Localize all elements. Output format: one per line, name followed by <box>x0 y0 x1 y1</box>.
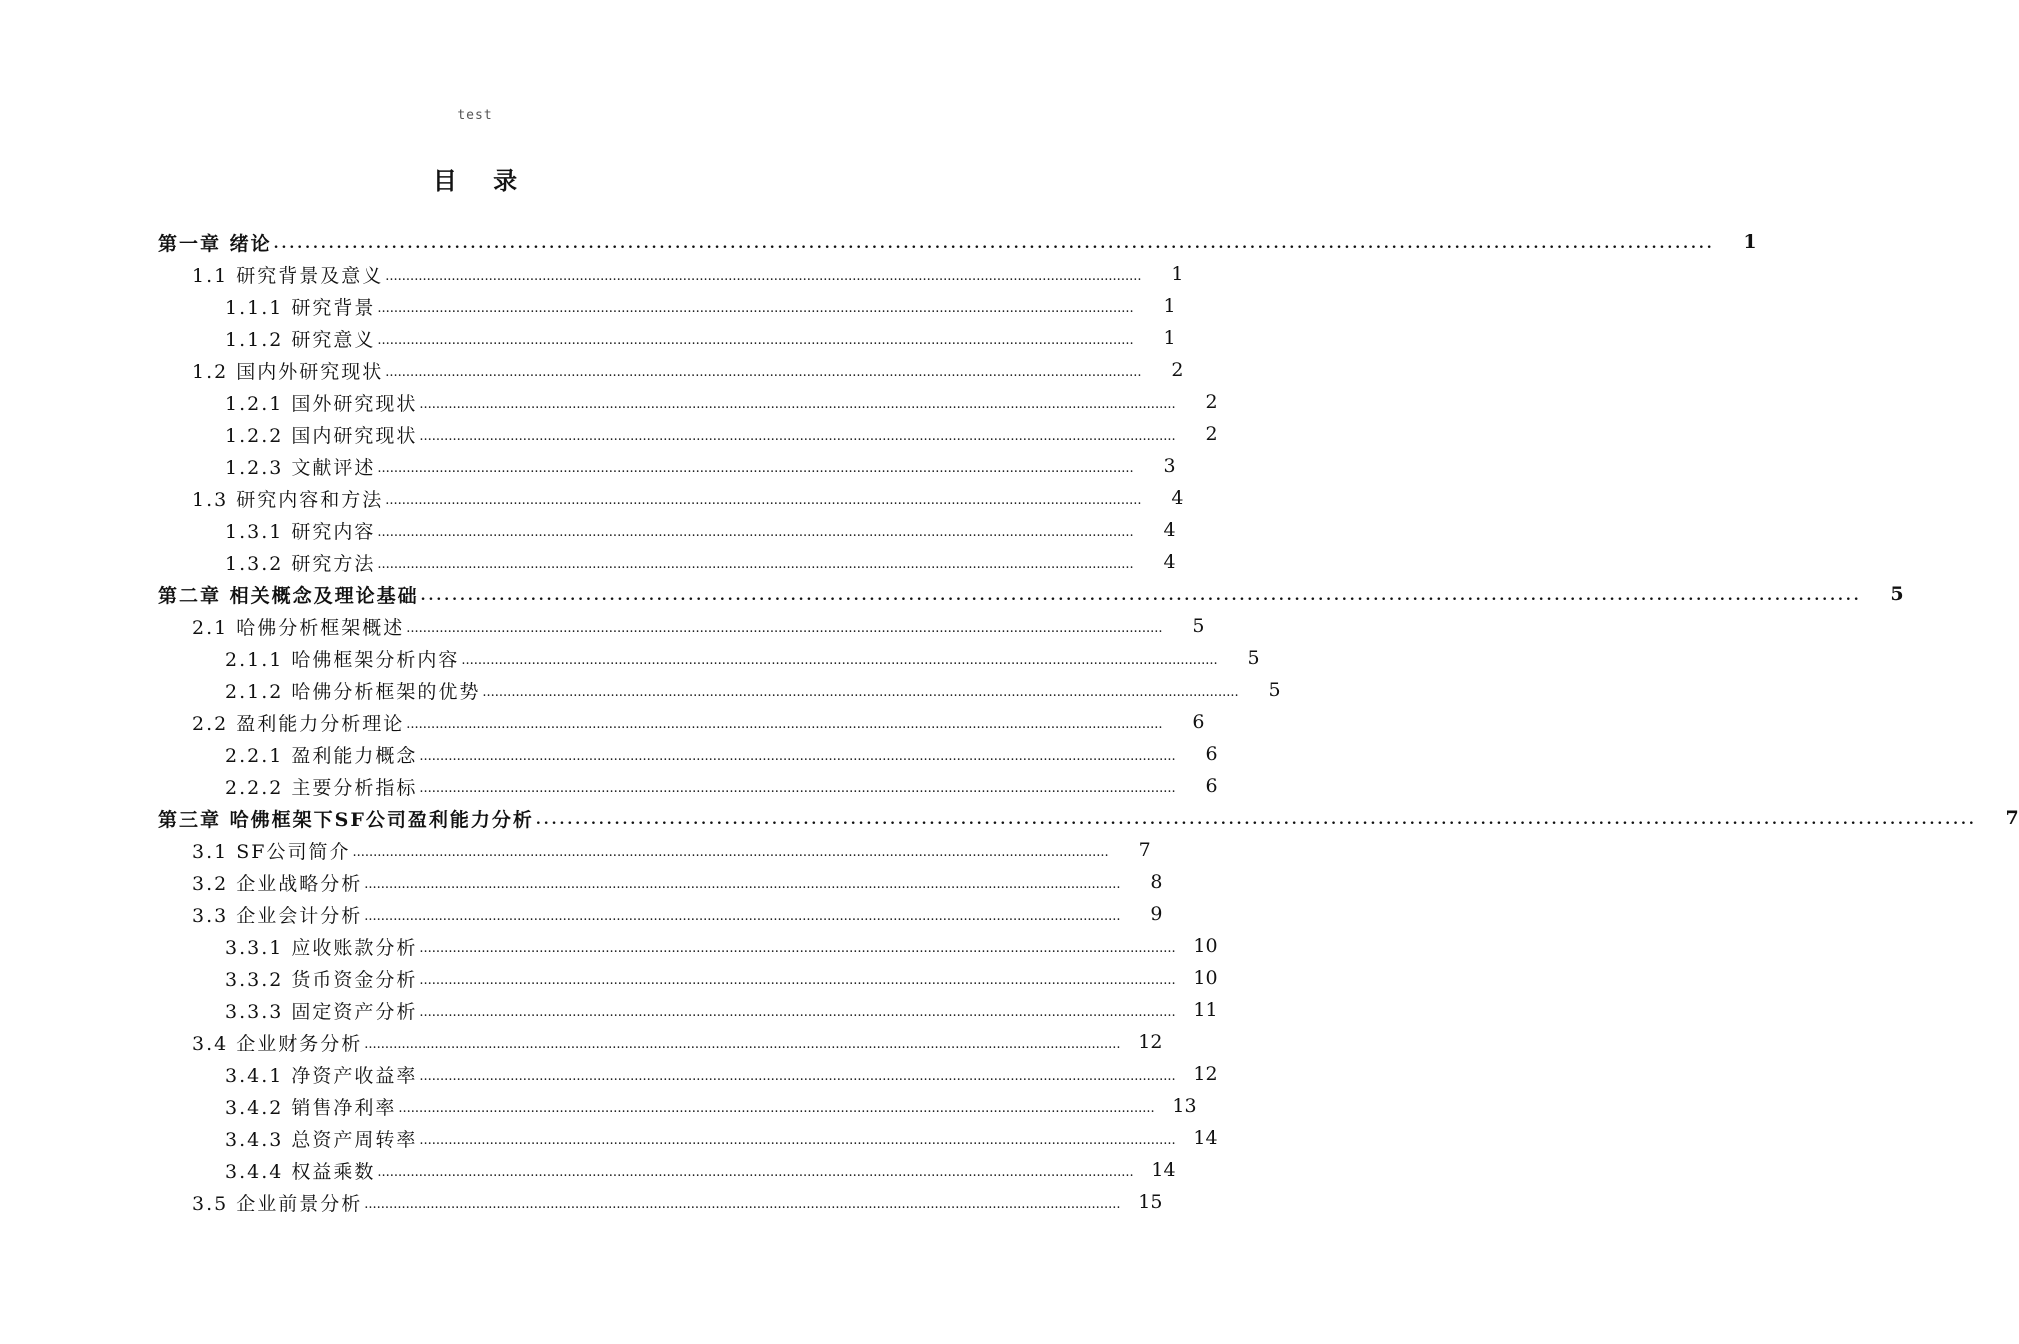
toc-entry-text: 2.2 盈利能力分析理论 <box>192 712 405 735</box>
toc-dot-leader: ....................................................................................................................................................................................... <box>385 269 1142 284</box>
toc-entry-text: 3.3.2 货币资金分析 <box>225 968 418 991</box>
toc-dot-leader: ....................................................................................................................................................................................... <box>377 557 1134 572</box>
toc-entry-text: 1.2.1 国外研究现状 <box>225 392 418 415</box>
toc-entry-1-1-1[interactable] <box>0 290 1176 322</box>
toc-page-number: 12 <box>1138 1031 1163 1053</box>
toc-entry-text: 1.3 研究内容和方法 <box>192 488 384 511</box>
toc-page-number: 14 <box>1151 1159 1176 1181</box>
toc-list <box>0 226 2019 1218</box>
toc-entry-1-2-2[interactable] <box>0 418 1218 450</box>
toc-dot-leader: ....................................................................................................................................................................................... <box>273 236 1715 252</box>
toc-entry-text: 2.2.1 盈利能力概念 <box>225 744 418 767</box>
toc-entry-text: 1.2.3 文献评述 <box>225 456 376 479</box>
toc-entry-text: 1.1.1 研究背景 <box>225 296 376 319</box>
toc-entry-1-3-2[interactable] <box>0 546 1176 578</box>
toc-entry-1-3-1[interactable] <box>0 514 1176 546</box>
toc-title: 目 录 <box>432 166 532 195</box>
toc-entry-text: 第三章 哈佛框架下SF公司盈利能力分析 <box>158 808 534 831</box>
toc-dot-leader: ....................................................................................................................................................................................... <box>419 1133 1176 1148</box>
toc-page-number: 5 <box>1247 647 1260 669</box>
toc-dot-leader: ....................................................................................................................................................................................... <box>420 588 1862 604</box>
toc-page-number: 8 <box>1150 871 1163 893</box>
toc-page-number: 13 <box>1172 1095 1197 1117</box>
toc-entry-3-3[interactable] <box>0 898 1163 930</box>
toc-entry-text: 3.5 企业前景分析 <box>192 1192 363 1215</box>
toc-dot-leader: ....................................................................................................................................................................................... <box>377 333 1134 348</box>
toc-entry-3-2[interactable] <box>0 866 1163 898</box>
toc-page-number: 9 <box>1150 903 1163 925</box>
toc-dot-leader: ....................................................................................................................................................................................... <box>482 685 1239 700</box>
toc-dot-leader: ....................................................................................................................................................................................... <box>419 1005 1176 1020</box>
toc-entry-1-2-1[interactable] <box>0 386 1218 418</box>
toc-dot-leader: ....................................................................................................................................................................................... <box>352 845 1109 860</box>
toc-page-number: 5 <box>1890 583 1904 605</box>
toc-entry-2-2[interactable] <box>0 706 1205 738</box>
toc-entry-text: 1.1.2 研究意义 <box>225 328 376 351</box>
toc-entry-3-4-4[interactable] <box>0 1154 1176 1186</box>
toc-entry-3-3-3[interactable] <box>0 994 1218 1026</box>
toc-dot-leader: ....................................................................................................................................................................................... <box>364 909 1121 924</box>
toc-dot-leader: ....................................................................................................................................................................................... <box>364 1037 1121 1052</box>
toc-entry-chapter-1[interactable] <box>0 226 1757 258</box>
toc-dot-leader: ....................................................................................................................................................................................... <box>419 1069 1176 1084</box>
toc-entry-3-4-2[interactable] <box>0 1090 1197 1122</box>
toc-entry-text: 2.1 哈佛分析框架概述 <box>192 616 405 639</box>
toc-dot-leader: ....................................................................................................................................................................................... <box>419 781 1176 796</box>
toc-entry-text: 第二章 相关概念及理论基础 <box>158 584 419 607</box>
toc-page-number: 2 <box>1205 391 1218 413</box>
toc-page-number: 5 <box>1268 679 1281 701</box>
toc-page-number: 6 <box>1192 711 1205 733</box>
toc-entry-text: 1.2 国内外研究现状 <box>192 360 384 383</box>
toc-page-number: 1 <box>1171 263 1184 285</box>
toc-page-number: 2 <box>1205 423 1218 445</box>
toc-page-number: 15 <box>1138 1191 1163 1213</box>
toc-page-number: 4 <box>1171 487 1184 509</box>
toc-entry-text: 1.3.1 研究内容 <box>225 520 376 543</box>
toc-page-number: 7 <box>1138 839 1151 861</box>
toc-page-number: 4 <box>1163 519 1176 541</box>
toc-entry-1-1-2[interactable] <box>0 322 1176 354</box>
toc-entry-text: 2.2.2 主要分析指标 <box>225 776 418 799</box>
toc-dot-leader: ....................................................................................................................................................................................... <box>406 717 1163 732</box>
toc-dot-leader: ....................................................................................................................................................................................... <box>385 365 1142 380</box>
toc-entry-2-1-2[interactable] <box>0 674 1281 706</box>
toc-entry-text: 2.1.1 哈佛框架分析内容 <box>225 648 460 671</box>
toc-entry-text: 3.3.1 应收账款分析 <box>225 936 418 959</box>
toc-entry-1-1[interactable] <box>0 258 1184 290</box>
toc-page-number: 5 <box>1192 615 1205 637</box>
toc-page-number: 6 <box>1205 743 1218 765</box>
toc-entry-text: 3.2 企业战略分析 <box>192 872 363 895</box>
toc-entry-2-2-2[interactable] <box>0 770 1218 802</box>
toc-dot-leader: ....................................................................................................................................................................................... <box>419 397 1176 412</box>
toc-page-number: 3 <box>1163 455 1176 477</box>
toc-entry-1-2[interactable] <box>0 354 1184 386</box>
toc-page-number: 12 <box>1193 1063 1218 1085</box>
toc-entry-text: 1.1 研究背景及意义 <box>192 264 384 287</box>
toc-entry-1-2-3[interactable] <box>0 450 1176 482</box>
toc-entry-text: 第一章 绪论 <box>158 232 272 255</box>
toc-page-number: 11 <box>1193 999 1218 1021</box>
toc-entry-1-3[interactable] <box>0 482 1184 514</box>
toc-dot-leader: ....................................................................................................................................................................................... <box>377 1165 1134 1180</box>
toc-dot-leader: ....................................................................................................................................................................................... <box>385 493 1142 508</box>
toc-entry-text: 3.3 企业会计分析 <box>192 904 363 927</box>
toc-entry-text: 3.4.4 权益乘数 <box>225 1160 376 1183</box>
toc-dot-leader: ....................................................................................................................................................................................... <box>364 877 1121 892</box>
toc-entry-text: 3.1 SF公司简介 <box>192 840 351 863</box>
toc-entry-text: 3.4.3 总资产周转率 <box>225 1128 418 1151</box>
toc-entry-3-4[interactable] <box>0 1026 1163 1058</box>
toc-dot-leader: ....................................................................................................................................................................................... <box>406 621 1163 636</box>
toc-dot-leader: ....................................................................................................................................................................................... <box>419 749 1176 764</box>
toc-entry-text: 2.1.2 哈佛分析框架的优势 <box>225 680 481 703</box>
toc-page-number: 1 <box>1163 327 1176 349</box>
toc-entry-chapter-2[interactable] <box>0 578 1904 610</box>
toc-entry-2-1-1[interactable] <box>0 642 1260 674</box>
toc-page-number: 10 <box>1193 967 1218 989</box>
page-header: test <box>457 108 493 123</box>
toc-dot-leader: ....................................................................................................................................................................................... <box>377 525 1134 540</box>
toc-entry-3-3-1[interactable] <box>0 930 1218 962</box>
toc-page-number: 2 <box>1171 359 1184 381</box>
toc-page-number: 6 <box>1205 775 1218 797</box>
toc-entry-3-5[interactable] <box>0 1186 1163 1218</box>
toc-entry-text: 1.3.2 研究方法 <box>225 552 376 575</box>
toc-dot-leader: ....................................................................................................................................................................................... <box>364 1197 1121 1212</box>
toc-dot-leader: ....................................................................................................................................................................................... <box>419 429 1176 444</box>
toc-page-number: 4 <box>1163 551 1176 573</box>
toc-entry-2-1[interactable] <box>0 610 1205 642</box>
toc-dot-leader: ....................................................................................................................................................................................... <box>377 301 1134 316</box>
toc-entry-2-2-1[interactable] <box>0 738 1218 770</box>
toc-dot-leader: ....................................................................................................................................................................................... <box>535 812 1977 828</box>
toc-dot-leader: ....................................................................................................................................................................................... <box>398 1101 1155 1116</box>
toc-entry-text: 1.2.2 国内研究现状 <box>225 424 418 447</box>
toc-entry-text: 3.4.2 销售净利率 <box>225 1096 397 1119</box>
toc-page-number: 10 <box>1193 935 1218 957</box>
toc-page-number: 14 <box>1193 1127 1218 1149</box>
toc-page-number: 7 <box>2005 807 2019 829</box>
toc-entry-text: 3.4 企业财务分析 <box>192 1032 363 1055</box>
toc-dot-leader: ....................................................................................................................................................................................... <box>419 973 1176 988</box>
toc-entry-text: 3.3.3 固定资产分析 <box>225 1000 418 1023</box>
toc-dot-leader: ....................................................................................................................................................................................... <box>377 461 1134 476</box>
toc-page-number: 1 <box>1163 295 1176 317</box>
toc-entry-3-4-1[interactable] <box>0 1058 1218 1090</box>
toc-page-number: 1 <box>1743 231 1757 253</box>
toc-dot-leader: ....................................................................................................................................................................................... <box>461 653 1218 668</box>
toc-entry-3-4-3[interactable] <box>0 1122 1218 1154</box>
toc-dot-leader: ....................................................................................................................................................................................... <box>419 941 1176 956</box>
toc-entry-3-3-2[interactable] <box>0 962 1218 994</box>
toc-entry-text: 3.4.1 净资产收益率 <box>225 1064 418 1087</box>
toc-entry-3-1[interactable] <box>0 834 1151 866</box>
toc-entry-chapter-3[interactable] <box>0 802 2019 834</box>
